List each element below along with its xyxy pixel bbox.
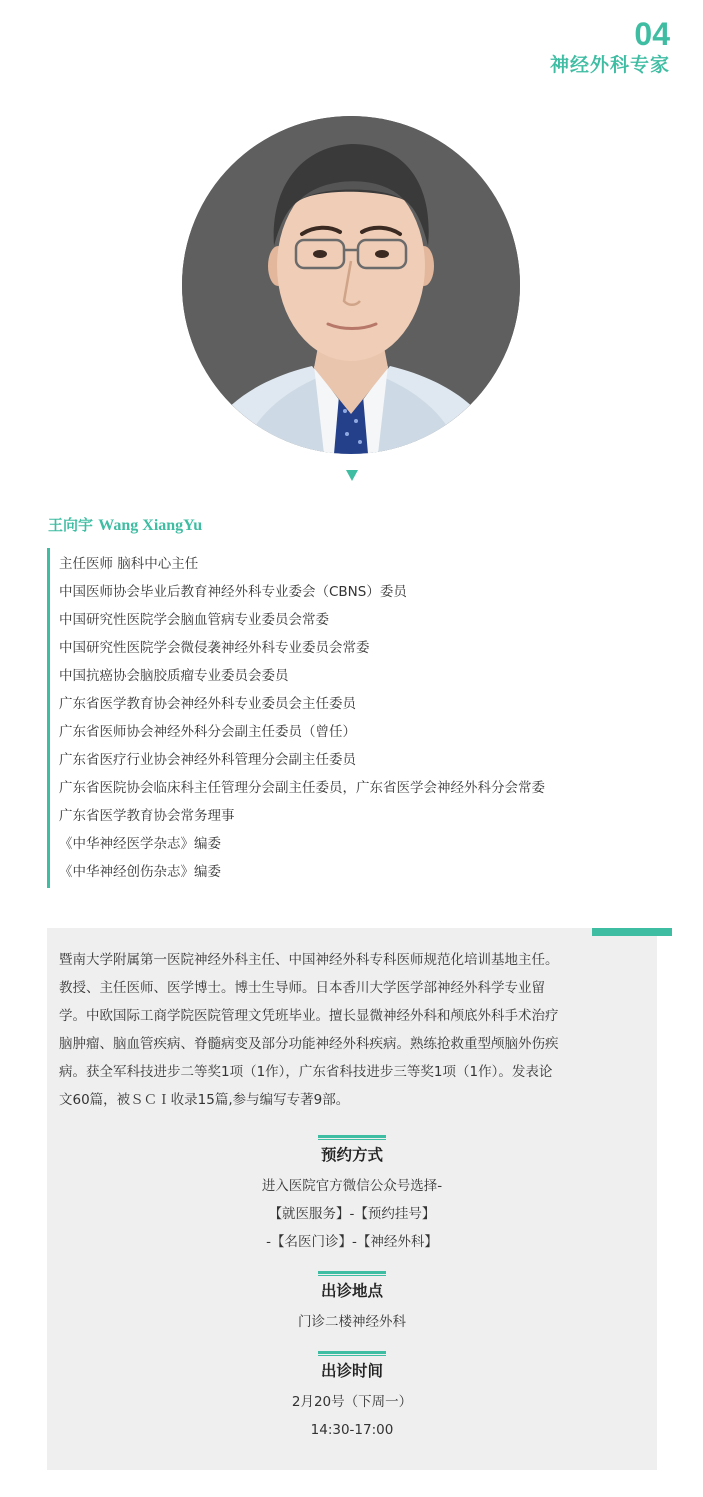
heading-bar	[318, 1271, 386, 1274]
schedule-section	[47, 1351, 657, 1444]
appointment-line: -【名医门诊】-【神经外科】	[266, 1234, 438, 1250]
doctor-titles-list	[47, 548, 667, 888]
heading-bar-thin	[318, 1275, 386, 1276]
title-item: 中国抗癌协会脑胶质瘤专业委员会委员	[59, 668, 289, 684]
section-number: 04	[634, 16, 670, 52]
title-item: 广东省医师协会神经外科分会副主任委员（曾任）	[59, 724, 356, 740]
title-item: 主任医师 脑科中心主任	[59, 556, 199, 572]
heading-bar-thin	[318, 1139, 386, 1140]
card-accent-bar	[592, 928, 672, 936]
location-heading	[321, 1271, 383, 1302]
title-item: 《中华神经创伤杂志》编委	[59, 864, 221, 880]
heading-bar-thin	[318, 1355, 386, 1356]
location-heading-text: 出诊地点	[320, 1282, 383, 1300]
location-section	[47, 1271, 657, 1336]
bio-paragraph	[59, 946, 649, 1114]
section-title: 神经外科专家	[549, 54, 670, 76]
location-line: 门诊二楼神经外科	[298, 1314, 406, 1330]
title-item: 《中华神经医学杂志》编委	[59, 836, 221, 852]
doctor-name-cn: 王向宇	[48, 516, 94, 534]
title-item: 中国研究性医院学会微侵袭神经外科专业委员会常委	[59, 640, 370, 656]
heading-bar	[318, 1351, 386, 1354]
bio-line: 脑肿瘤、脑血管疾病、脊髓病变及部分功能神经外科疾病。熟练抢救重型颅脑外伤疾	[59, 1036, 559, 1052]
title-item: 广东省医疗行业协会神经外科管理分会副主任委员	[59, 752, 356, 768]
heading-bar	[318, 1135, 386, 1138]
bio-line: 暨南大学附属第一医院神经外科主任、中国神经外科专科医师规范化培训基地主任。	[59, 952, 559, 968]
schedule-line: 2月20号（下周一）	[291, 1394, 413, 1410]
appointment-heading	[321, 1135, 383, 1166]
doctor-portrait	[182, 116, 520, 454]
title-item: 广东省医院协会临床科主任管理分会副主任委员，广东省医学会神经外科分会常委	[59, 780, 545, 796]
bio-line: 病。获全军科技进步二等奖1项（1作），广东省科技进步三等奖1项（1作）。发表论	[59, 1064, 553, 1080]
title-item: 中国医师协会毕业后教育神经外科专业委会（CBNS）委员	[59, 584, 407, 600]
schedule-line: 14:30-17:00	[310, 1422, 394, 1438]
title-item: 中国研究性医院学会脑血管病专业委员会常委	[59, 612, 329, 628]
appointment-line: 【就医服务】-【预约挂号】	[268, 1206, 436, 1222]
bio-line: 教授、主任医师、医学博士。博士生导师。日本香川大学医学部神经外科学专业留	[59, 980, 545, 996]
title-item: 广东省医学教育协会常务理事	[59, 808, 235, 824]
bio-line: 学。中欧国际工商学院医院管理文凭班毕业。擅长显微神经外科和颅底外科手术治疗	[59, 1008, 559, 1024]
bio-info-card	[47, 928, 657, 1470]
doctor-name-en: Wang XiangYu	[98, 517, 203, 534]
section-header	[550, 16, 670, 78]
appointment-heading-text: 预约方式	[320, 1146, 383, 1164]
doctor-name	[48, 514, 202, 537]
bio-line: 文60篇，被ＳＣＩ收录15篇,参与编写专著9部。	[59, 1092, 350, 1108]
portrait-illustration	[182, 116, 520, 454]
schedule-heading-text: 出诊时间	[320, 1362, 383, 1380]
schedule-heading	[321, 1351, 383, 1382]
triangle-down-icon	[346, 470, 358, 481]
appointment-section	[47, 1135, 657, 1256]
title-item: 广东省医学教育协会神经外科专业委员会主任委员	[59, 696, 356, 712]
appointment-line: 进入医院官方微信公众号选择-	[261, 1178, 443, 1194]
